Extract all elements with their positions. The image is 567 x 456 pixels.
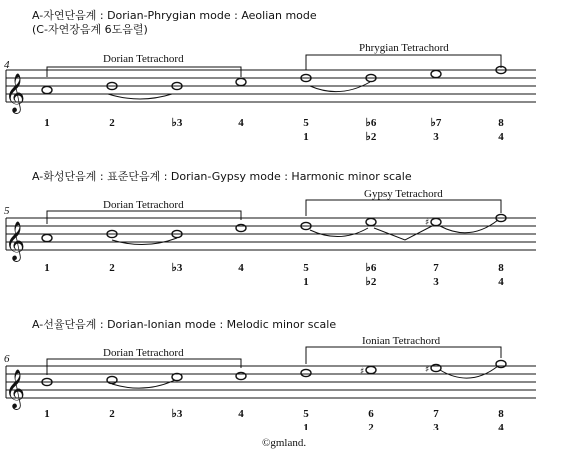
upper-tetrachord-bracket (306, 188, 501, 216)
degree-label: 5 (303, 408, 309, 420)
upper-degree-label: 2 (368, 422, 374, 430)
note-head (42, 86, 52, 93)
scale-degrees (44, 262, 504, 288)
treble-clef-icon: 𝄞 (5, 369, 26, 409)
lower-tetrachord-label: Dorian Tetrachord (103, 53, 184, 65)
note-head (366, 366, 376, 373)
staff-lines (6, 366, 536, 398)
lower-tetrachord-bracket (47, 199, 241, 224)
degree-label: ♭7 (430, 117, 442, 129)
note-head (42, 234, 52, 241)
degree-label: 1 (44, 408, 50, 420)
note-head (236, 224, 246, 231)
degree-label: ♭3 (171, 262, 183, 274)
tie (112, 238, 177, 245)
upper-degree-label: 1 (303, 131, 309, 143)
degree-label: 5 (303, 117, 309, 129)
sharp-icon: ♯ (425, 218, 430, 228)
degree-label: 2 (109, 262, 115, 274)
note-head (236, 372, 246, 379)
degree-label: 4 (238, 408, 244, 420)
treble-clef-icon: 𝄞 (5, 73, 26, 113)
degree-label: ♭3 (171, 408, 183, 420)
scale-degrees (44, 117, 504, 143)
degree-label: 8 (498, 262, 504, 274)
measure-number: 5 (4, 205, 10, 217)
upper-degree-label: 1 (303, 422, 309, 430)
lower-tetrachord-label: Dorian Tetrachord (103, 199, 184, 211)
copyright-text: ©gmland. (262, 437, 307, 449)
degree-label: 7 (433, 408, 439, 420)
tie (310, 82, 370, 92)
degree-label: 6 (368, 408, 374, 420)
degree-label: 8 (498, 117, 504, 129)
scale-degrees (44, 408, 504, 430)
upper-degree-label: 4 (498, 422, 504, 430)
upper-tetrachord-label: Ionian Tetrachord (362, 335, 441, 347)
upper-degree-label: 3 (433, 276, 439, 288)
upper-tetrachord-label: Phrygian Tetrachord (359, 42, 449, 54)
note-head (366, 218, 376, 225)
degree-label: 1 (44, 117, 50, 129)
lower-tetrachord-bracket (47, 347, 241, 375)
note-head (431, 218, 441, 225)
section-1-heading: A-자연단음계 : Dorian-Phrygian mode : Aeolian mode (32, 9, 317, 22)
degree-label: 7 (433, 262, 439, 274)
note-head (301, 369, 311, 376)
tie (440, 366, 498, 378)
sharp-icon: ♯ (360, 367, 365, 377)
degree-label: 2 (109, 117, 115, 129)
note-head (496, 360, 506, 367)
section-2-heading: A-화성단음계 : 표준단음계 : Dorian-Gypsy mode : Harmonic minor scale (32, 170, 412, 183)
lower-tetrachord-bracket (47, 53, 241, 77)
section-2-staff-system (0, 150, 567, 290)
section-1-subheading: (C-자연장음계 6도음렬) (32, 23, 148, 36)
upper-degree-label: 1 (303, 276, 309, 288)
treble-clef-icon: 𝄞 (5, 221, 26, 261)
degree-label: 4 (238, 262, 244, 274)
lower-tetrachord-label: Dorian Tetrachord (103, 347, 184, 359)
section-3-heading: A-선율단음계 : Dorian-Ionian mode : Melodic minor scale (32, 318, 337, 331)
section-3-staff-system (0, 290, 567, 430)
degree-label: 8 (498, 408, 504, 420)
sharp-icon: ♯ (425, 365, 430, 375)
upper-degree-label: 3 (433, 422, 439, 430)
measure-number: 4 (4, 59, 10, 71)
staff-lines (6, 218, 536, 250)
upper-degree-label: 3 (433, 131, 439, 143)
note-head (431, 70, 441, 77)
degree-label: ♭6 (365, 262, 377, 274)
note-head (107, 376, 117, 383)
note-head (236, 78, 246, 85)
upper-tetrachord-bracket (306, 335, 501, 364)
upper-tetrachord-bracket (306, 42, 501, 70)
degree-label: 5 (303, 262, 309, 274)
degree-label: 1 (44, 262, 50, 274)
tie (310, 228, 368, 237)
measure-number: 6 (4, 353, 10, 365)
degree-label: 2 (109, 408, 115, 420)
tie (374, 226, 432, 240)
note-head (431, 364, 441, 371)
degree-label: ♭3 (171, 117, 183, 129)
upper-degree-label: ♭2 (365, 276, 377, 288)
upper-degree-label: 4 (498, 276, 504, 288)
degree-label: ♭6 (365, 117, 377, 129)
upper-degree-label: ♭2 (365, 131, 377, 143)
section-1-staff-system (0, 0, 567, 150)
staff-lines (6, 70, 536, 102)
tie (112, 380, 175, 388)
upper-tetrachord-label: Gypsy Tetrachord (364, 188, 443, 200)
upper-degree-label: 4 (498, 131, 504, 143)
degree-label: 4 (238, 117, 244, 129)
tie (108, 94, 172, 99)
